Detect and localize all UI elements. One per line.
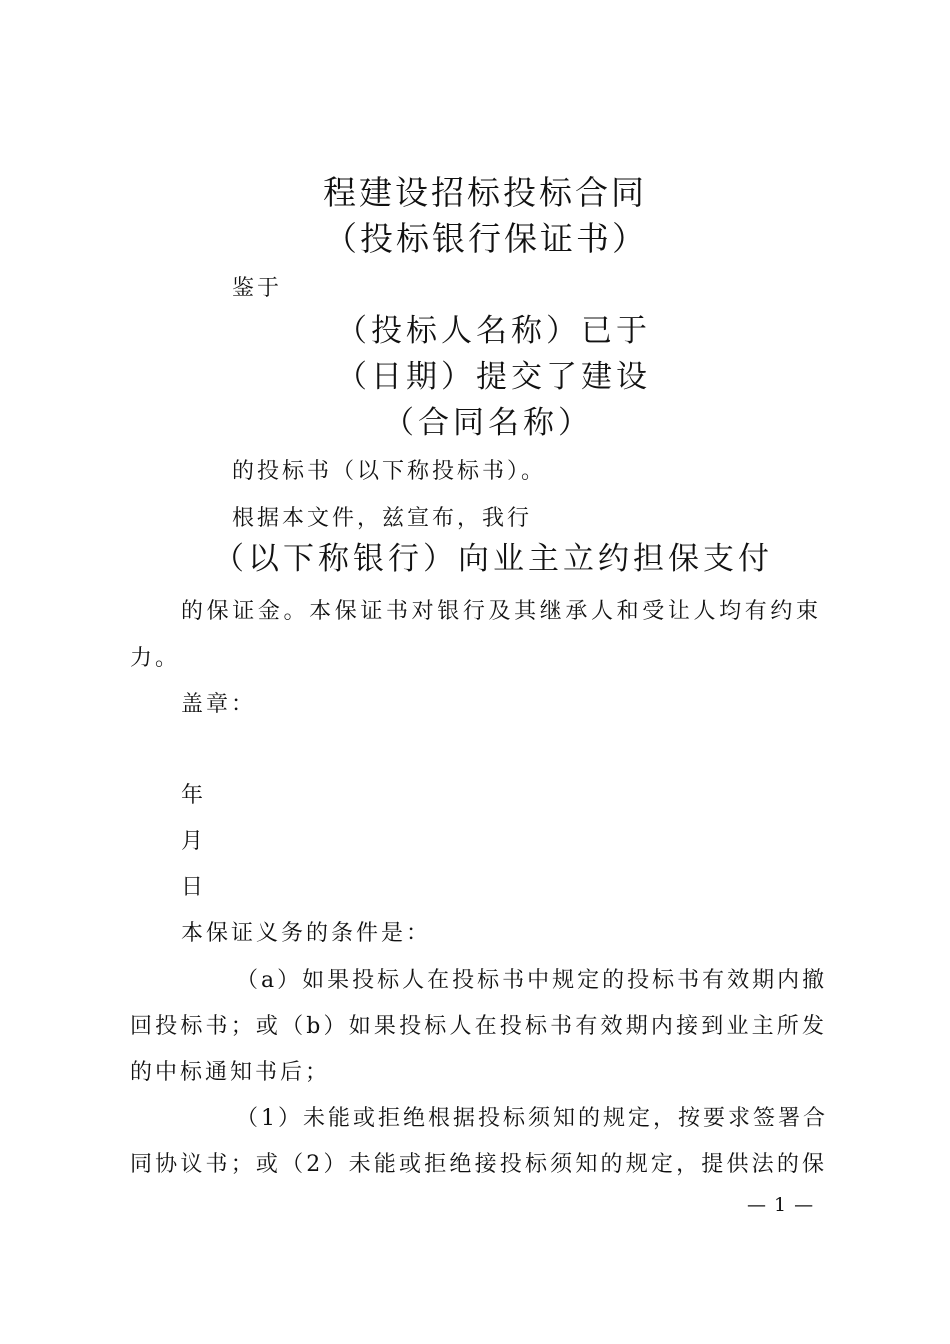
title-line-2: （投标银行保证书） — [324, 219, 648, 258]
page-number: — 1 — — [747, 1194, 815, 1216]
contract-name-line: （合同名称） — [383, 405, 593, 441]
declaration-line: 根据本文件，兹宣布，我行 — [232, 506, 533, 531]
seal-label: 盖章： — [181, 692, 257, 717]
whereas-text: 鉴于 — [232, 276, 283, 301]
title-line-1: 程建设招标投标合同 — [323, 173, 647, 212]
bid-letter-line: 的投标书（以下称投标书）。 — [232, 459, 547, 484]
condition-a-line-1: （a）如果投标人在投标书中规定的投标书有效期内撤 — [236, 968, 828, 993]
condition-a-line-3: 的中标通知书后； — [130, 1060, 331, 1085]
day-label: 日 — [181, 875, 207, 900]
bidder-name-line: （投标人名称）已于 — [336, 313, 651, 349]
condition-1-line-1: （1）未能或拒绝根据投标须知的规定，按要求签署合 — [236, 1106, 828, 1131]
deposit-line-1: 的保证金。本保证书对银行及其继承人和受让人均有约束 — [181, 599, 821, 624]
deposit-line-2: 力。 — [130, 646, 181, 671]
condition-1-line-2: 同协议书；或（2）未能或拒绝接投标须知的规定，提供法的保 — [130, 1152, 827, 1177]
submission-date-line: （日期）提交了建设 — [336, 359, 651, 395]
year-label: 年 — [181, 783, 207, 808]
bank-guarantee-line: （以下称银行）向业主立约担保支付 — [213, 541, 773, 577]
conditions-label: 本保证义务的条件是： — [181, 921, 432, 946]
condition-a-line-2: 回投标书；或（b）如果投标人在投标书有效期内接到业主所发 — [130, 1014, 827, 1039]
month-label: 月 — [181, 829, 207, 854]
